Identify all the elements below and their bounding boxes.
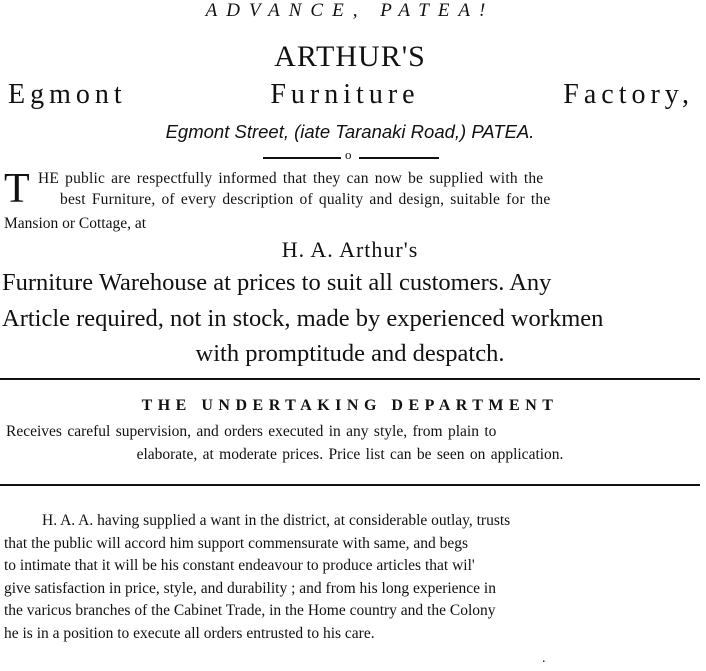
business-title [8, 78, 694, 112]
closing-line-4: give satisfaction in price, style, and durability ; and from his long experience in [4, 579, 496, 597]
masthead: ADVANCE, PATEA! [205, 0, 495, 21]
drop-cap: T [4, 166, 30, 212]
section-divider-bottom [0, 484, 700, 486]
closing-line-6: he is in a position to execute all orders entrusted to his care. [4, 624, 375, 642]
divider-rule-right [359, 157, 439, 159]
warehouse-name: H. A. Arthur's [281, 237, 419, 262]
ornamental-divider [263, 147, 439, 164]
undertaking-line-2: elaborate, at moderate prices. Price list can be seen on application. [136, 446, 564, 463]
business-word-3: Factory, [563, 79, 694, 110]
section-divider-top [0, 378, 700, 380]
intro-line-1: HE public are respectfully informed that they can now be supplied with the [38, 170, 544, 187]
closing-line-1: H. A. A. having supplied a want in the district, at considerable outlay, trusts [42, 512, 511, 529]
warehouse-line-2: Article required, not in stock, made by experienced workmen [2, 305, 604, 332]
divider-rule-left [263, 157, 341, 159]
business-address: Egmont Street, (iate Taranaki Road,) PATEA. [165, 121, 535, 142]
intro-line-2: best Furniture, of every description of quality and design, suitable for the [60, 191, 551, 208]
divider-mark: o [345, 147, 352, 162]
warehouse-line-1: Furniture Warehouse at prices to suit all customers. Any [2, 269, 552, 296]
proprietor-title: ARTHUR'S [274, 40, 426, 73]
undertaking-heading: THE UNDERTAKING DEPARTMENT [141, 397, 559, 414]
closing-paragraph [4, 510, 698, 666]
warehouse-line-3: with promptitude and despatch. [195, 340, 505, 367]
closing-line-2: that the public will accord him support commensurate with same, and begs [4, 534, 469, 552]
intro-line-3: Mansion or Cottage, at [4, 215, 147, 232]
undertaking-line-1: Receives careful supervision, and orders executed in any style, from plain to [6, 423, 497, 440]
business-word-2: Furniture [270, 79, 420, 110]
closing-line-3: to intimate that it will be his constant endeavour to produce articles that wil' [4, 557, 475, 574]
business-word-1: Egmont [8, 79, 127, 110]
stray-print-mark: . [542, 651, 546, 666]
closing-line-5: the varicυs branches of the Cabinet Trade, in the Home country and the Colony [4, 602, 496, 619]
